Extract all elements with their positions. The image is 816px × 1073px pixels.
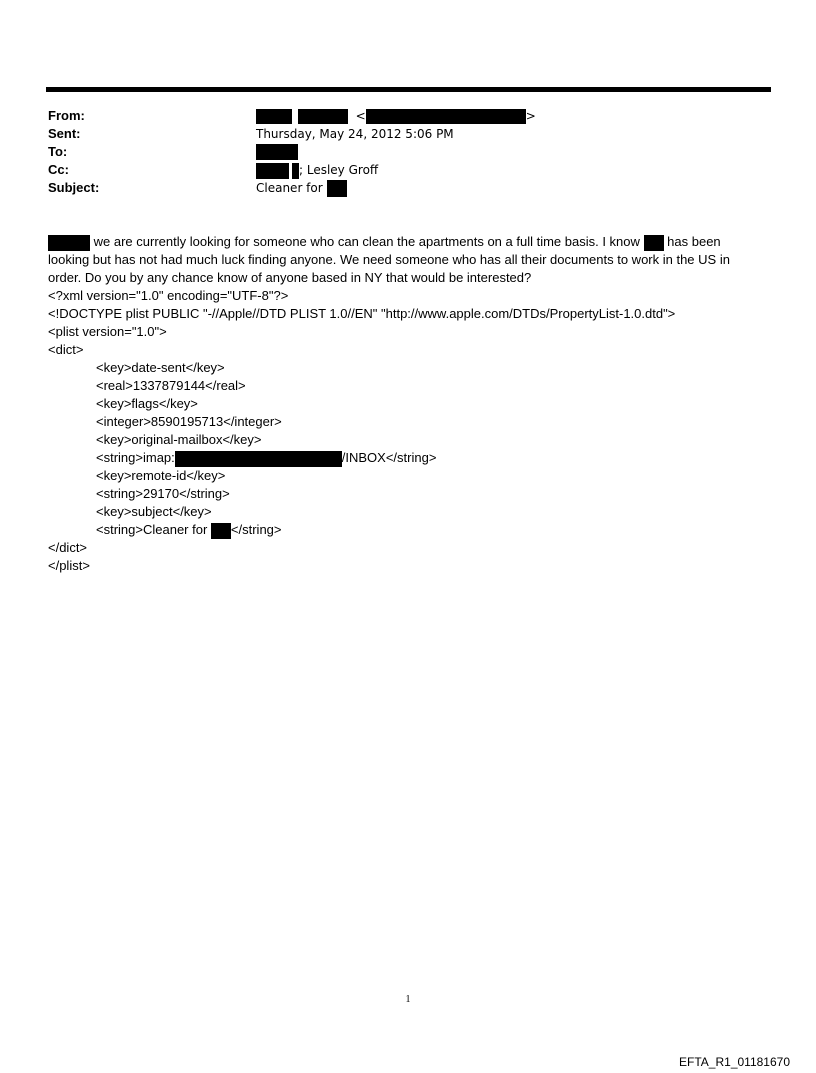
plist-value <box>48 521 768 539</box>
redaction-box <box>48 235 90 251</box>
body-line <box>48 233 768 251</box>
header-rule <box>46 87 771 92</box>
plist-close: </plist> <box>48 558 90 573</box>
plist-value-text: <string>imap: <box>96 450 175 465</box>
redaction-box <box>327 180 347 197</box>
sent-label: Sent: <box>48 126 81 141</box>
cc-value <box>256 161 378 179</box>
redaction-box <box>256 144 298 160</box>
to-value <box>256 143 298 161</box>
plist-value-text: /INBOX</string> <box>341 450 437 465</box>
body-line: looking but has not had much luck finding anyone. We need someone who has all their documents to work in the US in <box>48 252 730 267</box>
plist-key: <key>remote-id</key> <box>96 468 226 483</box>
xml-declaration: <?xml version="1.0" encoding="UTF-8"?> <box>48 288 289 303</box>
redaction-box <box>298 109 348 124</box>
plist-value: <integer>8590195713</integer> <box>96 414 282 429</box>
redaction-box <box>256 109 292 124</box>
plist-key: <key>original-mailbox</key> <box>96 432 262 447</box>
document-id: EFTA_R1_01181670 <box>679 1055 790 1069</box>
subject-text: Cleaner for <box>256 181 323 195</box>
redaction-box <box>366 109 526 124</box>
xml-doctype: <!DOCTYPE plist PUBLIC "-//Apple//DTD PLIST 1.0//EN" "http://www.apple.com/DTDs/PropertyList-1.0.dtd"> <box>48 306 676 321</box>
dict-open: <dict> <box>48 342 84 357</box>
redaction-box <box>292 163 299 179</box>
plist-open: <plist version="1.0"> <box>48 324 167 339</box>
from-label: From: <box>48 108 85 123</box>
plist-key: <key>date-sent</key> <box>96 360 225 375</box>
redaction-box <box>256 163 289 179</box>
sent-value: Thursday, May 24, 2012 5:06 PM <box>256 127 454 141</box>
email-body <box>48 233 768 575</box>
subject-value <box>256 179 347 197</box>
plist-value-text: <string>Cleaner for <box>96 522 208 537</box>
plist-value-text: </string> <box>230 522 282 537</box>
plist-key: <key>flags</key> <box>96 396 198 411</box>
from-angle-close: > <box>525 109 536 123</box>
body-line: order. Do you by any chance know of anyone based in NY that would be interested? <box>48 270 532 285</box>
to-label: To: <box>48 144 68 159</box>
redaction-box <box>175 451 342 467</box>
page-number: 1 <box>405 994 411 1005</box>
body-text: has been <box>667 234 721 249</box>
body-text: we are currently looking for someone who can clean the apartments on a full time basis. I know <box>93 234 640 249</box>
from-angle-open: < <box>355 109 366 123</box>
plist-value: <real>1337879144</real> <box>96 378 246 393</box>
redaction-box <box>211 523 231 539</box>
dict-close: </dict> <box>48 540 88 555</box>
from-value <box>256 107 536 125</box>
cc-names: ; Lesley Groff <box>299 163 379 177</box>
subject-label: Subject: <box>48 180 100 195</box>
plist-value: <string>29170</string> <box>96 486 230 501</box>
plist-value <box>48 449 768 467</box>
plist-key: <key>subject</key> <box>96 504 212 519</box>
cc-label: Cc: <box>48 162 69 177</box>
redaction-box <box>644 235 664 251</box>
